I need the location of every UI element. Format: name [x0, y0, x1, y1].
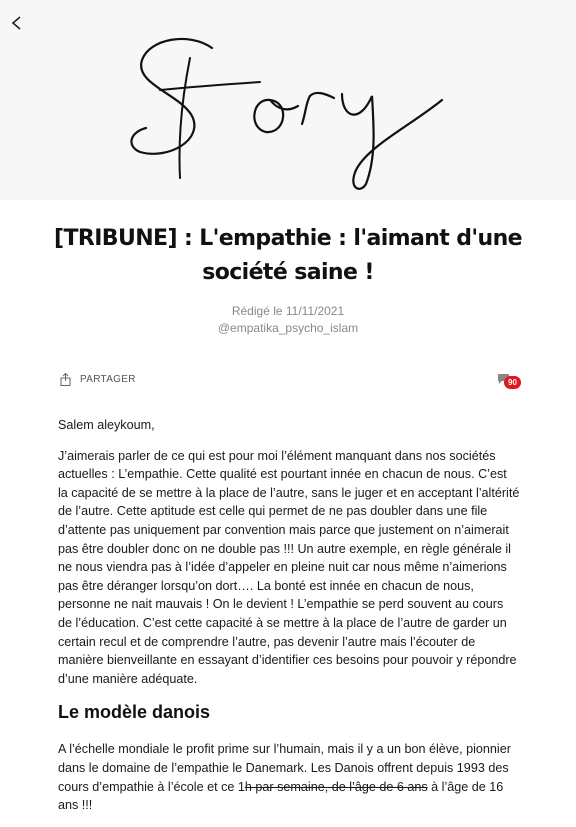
- chevron-left-icon: [10, 16, 24, 30]
- comments-button[interactable]: [497, 373, 523, 391]
- author-handle: @empatika_psycho_islam: [217, 321, 359, 335]
- paragraph-text: A l’échelle mondiale le profit prime sur l’humain, mais il y a un bon élève, pionnier dans le domaine de l’empathie le Danemark. Les Danois offrent depuis 1993 des cours d’empathie à l’école et ce 1: [58, 742, 511, 794]
- article-title: [TRIBUNE] : L'empathie : l'aimant d'une société saine !: [54, 226, 522, 285]
- strikethrough-text: h par semaine, de l’âge de 6 ans: [244, 779, 428, 794]
- publish-date: Rédigé le 11/11/2021: [231, 304, 345, 318]
- story-logo: [120, 28, 460, 198]
- article-body: [58, 416, 520, 827]
- greeting-text: Salem aleykoum,: [58, 418, 155, 432]
- paragraph: [58, 740, 520, 814]
- share-label: PARTAGER: [80, 374, 136, 385]
- share-button[interactable]: [60, 373, 136, 386]
- section-heading: Le modèle danois: [58, 702, 211, 723]
- paragraph: J’aimerais parler de ce qui est pour moi l’élément manquant dans nos sociétés actuelles : L’empathie. Cette qualité est pourtant innée en chacun de nous. C’est la capacité de se mettre à la place de l’autre, sans le juger et en acceptant l’altérité de l’autre. Cette aptitude est celle qui permet de ne pas doubler dans une file d’attente pas uniquement par convention mais parce que justement on n’aimerait pas être doubler donc on ne double pas !!! Un autre exemple, en règle générale il ne nous viendra pas à l’idée d’appeler en pleine nuit car nous même n’aimerions pas être déranger lorsqu’on dort…. La bonté est innée en chacun de nous, personne ne nait mauvais ! On le devient ! L’empathie se perd souvent au cours de l’éducation. C’est cette capacité à se mettre à la place de l’autre de garder un certain recul et de comprendre l’autre, pas devenir l’autre mais l’écouter de manière bienveillante en essayant d’identifier ces besoins pour pouvoir y répondre d’une manière adéquate.: [58, 448, 520, 686]
- article-meta: [0, 303, 576, 337]
- paragraph-text: à l’âge de 16 ans !!!: [58, 779, 504, 813]
- back-button[interactable]: [6, 12, 28, 34]
- comment-count-badge: 90: [504, 376, 521, 389]
- hero-banner: [0, 0, 576, 200]
- share-icon: [60, 373, 71, 386]
